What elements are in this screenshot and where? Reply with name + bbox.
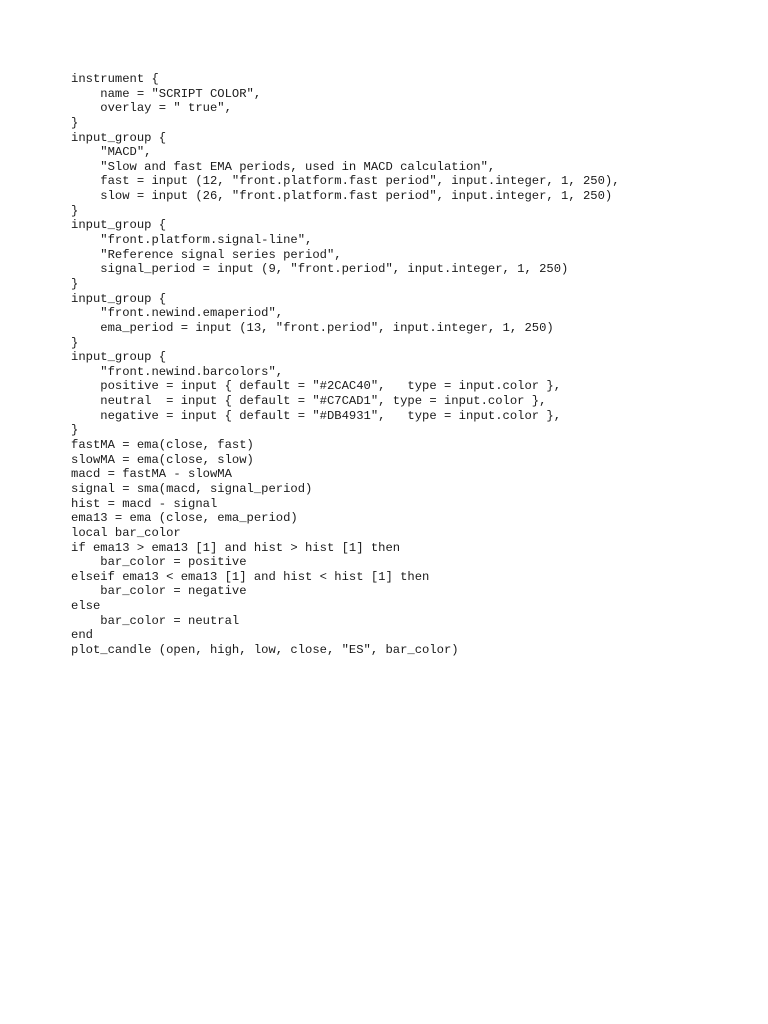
code-line: } — [71, 423, 79, 438]
code-line: "Reference signal series period", — [71, 247, 342, 262]
code-line: "MACD", — [71, 145, 152, 160]
code-line: name = "SCRIPT COLOR", — [71, 86, 262, 101]
code-line: ema_period = input (13, "front.period", input.integer, 1, 250) — [71, 320, 554, 335]
code-line: input_group { — [71, 218, 167, 233]
code-line: overlay = " true", — [71, 101, 232, 116]
code-line: end — [71, 628, 93, 643]
code-line: "front.newind.barcolors", — [71, 364, 284, 379]
code-block — [71, 72, 620, 658]
code-line: "front.newind.emaperiod", — [71, 306, 284, 321]
code-line: signal_period = input (9, "front.period", input.integer, 1, 250) — [71, 262, 569, 277]
code-line: } — [71, 276, 79, 291]
code-line: ema13 = ema (close, ema_period) — [71, 511, 298, 526]
code-line: hist = macd - signal — [71, 496, 218, 511]
code-line: bar_color = negative — [71, 584, 247, 599]
code-line: } — [71, 115, 79, 130]
code-line: } — [71, 335, 79, 350]
code-line: neutral = input { default = "#C7CAD1", type = input.color }, — [71, 394, 547, 409]
code-line: fastMA = ema(close, fast) — [71, 438, 254, 453]
code-line: signal = sma(macd, signal_period) — [71, 481, 313, 496]
code-line: bar_color = neutral — [71, 613, 240, 628]
code-line: macd = fastMA - slowMA — [71, 467, 232, 482]
code-line: slowMA = ema(close, slow) — [71, 452, 254, 467]
code-line: elseif ema13 < ema13 [1] and hist < hist [1] then — [71, 569, 430, 584]
code-line: fast = input (12, "front.platform.fast period", input.integer, 1, 250), — [71, 174, 620, 189]
code-line: instrument { — [71, 72, 159, 86]
code-line: "front.platform.signal-line", — [71, 233, 313, 248]
code-line: input_group { — [71, 291, 167, 306]
code-line: local bar_color — [71, 525, 181, 540]
code-line: plot_candle (open, high, low, close, "ES", bar_color) — [71, 642, 459, 657]
code-line: input_group { — [71, 130, 167, 145]
code-line: } — [71, 203, 79, 218]
code-line: else — [71, 599, 101, 614]
code-line: "Slow and fast EMA periods, used in MACD calculation", — [71, 159, 496, 174]
code-line: slow = input (26, "front.platform.fast period", input.integer, 1, 250) — [71, 189, 613, 204]
code-line: input_group { — [71, 350, 167, 365]
code-line: bar_color = positive — [71, 555, 247, 570]
code-line: negative = input { default = "#DB4931", type = input.color }, — [71, 408, 562, 423]
code-line: if ema13 > ema13 [1] and hist > hist [1] then — [71, 540, 401, 555]
code-line: positive = input { default = "#2CAC40", type = input.color }, — [71, 379, 562, 394]
